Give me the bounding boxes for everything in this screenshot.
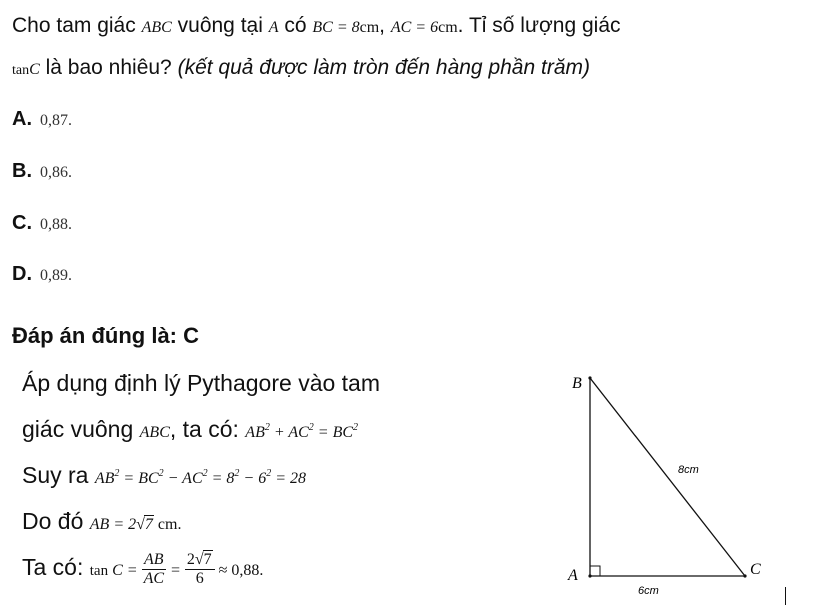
solution-line-2 [22, 416, 358, 443]
question-text: , [379, 14, 386, 37]
hypotenuse-label: 8cm [678, 464, 699, 476]
question-line-2 [12, 56, 590, 80]
side-bc [590, 378, 745, 576]
solution-text: giác vuông [22, 416, 134, 442]
question-text: là bao nhiêu? [45, 56, 172, 79]
solution-line-5 [22, 550, 263, 588]
question-text: Cho tam giác [12, 14, 136, 37]
option-b[interactable] [12, 160, 72, 183]
math-unit: cm [359, 19, 380, 36]
option-d[interactable] [12, 263, 72, 286]
solution-line-4 [22, 508, 181, 535]
question-note: (kết quả được làm tròn đến hàng phần trăm) [177, 56, 590, 79]
solution-text: Do đó [22, 508, 84, 534]
solution-text: , ta có: [169, 416, 239, 442]
solution-line-3 [22, 462, 306, 489]
math-tan: tan [12, 63, 30, 78]
question-line-1 [12, 14, 621, 38]
text-cursor [785, 587, 786, 605]
math-abc: ABC [141, 19, 172, 36]
math-ab-value: AB = 2√7 cm. [89, 516, 182, 533]
option-letter: A. [12, 108, 32, 130]
solution-line-1: Áp dụng định lý Pythagore vào tam [22, 370, 381, 396]
option-value: 0,89. [40, 267, 72, 284]
vertex-b-dot [588, 376, 591, 379]
option-letter: C. [12, 212, 32, 234]
question-text: có [284, 14, 307, 37]
vertex-b-label: B [572, 375, 582, 392]
option-c[interactable] [12, 212, 72, 235]
math-ac: AC = 6 [390, 19, 439, 36]
math-bc: BC = 8 [312, 19, 360, 36]
question-text: . Tỉ số lượng giác [457, 14, 621, 37]
vertex-a-label: A [568, 567, 578, 584]
option-letter: D. [12, 263, 32, 285]
vertex-c-label: C [750, 561, 761, 578]
option-letter: B. [12, 160, 32, 182]
math-pythagore-eq: $AB^2 + AC^2 = BC^2$ [245, 422, 359, 441]
solution-text: Ta có: [22, 554, 84, 581]
option-value: 0,86. [40, 164, 72, 181]
answer-label: Đáp án đúng là: C [12, 323, 199, 348]
option-a[interactable] [12, 108, 72, 131]
math-tan-result: tan C = $\frac{AB}{AC}$ = $\frac{2√7}{6}$ ≈ 0,88. [89, 550, 264, 587]
option-value: 0,88. [40, 216, 72, 233]
base-label: 6cm [638, 585, 659, 597]
math-c: C [29, 61, 40, 78]
right-angle-mark [590, 566, 600, 576]
math-unit: cm [438, 19, 458, 36]
vertex-a-dot [588, 574, 591, 577]
math-ab-squared: $AB^2 = BC^2 - AC^2 = 8^2 - 6^2 = 28$ [94, 468, 307, 487]
question-text: vuông tại [177, 14, 263, 37]
vertex-c-dot [743, 574, 746, 577]
option-value: 0,87. [40, 112, 72, 129]
triangle-figure [540, 366, 800, 602]
math-abc: ABC [139, 424, 170, 441]
solution-text: Suy ra [22, 462, 89, 488]
math-a: A [268, 19, 279, 36]
